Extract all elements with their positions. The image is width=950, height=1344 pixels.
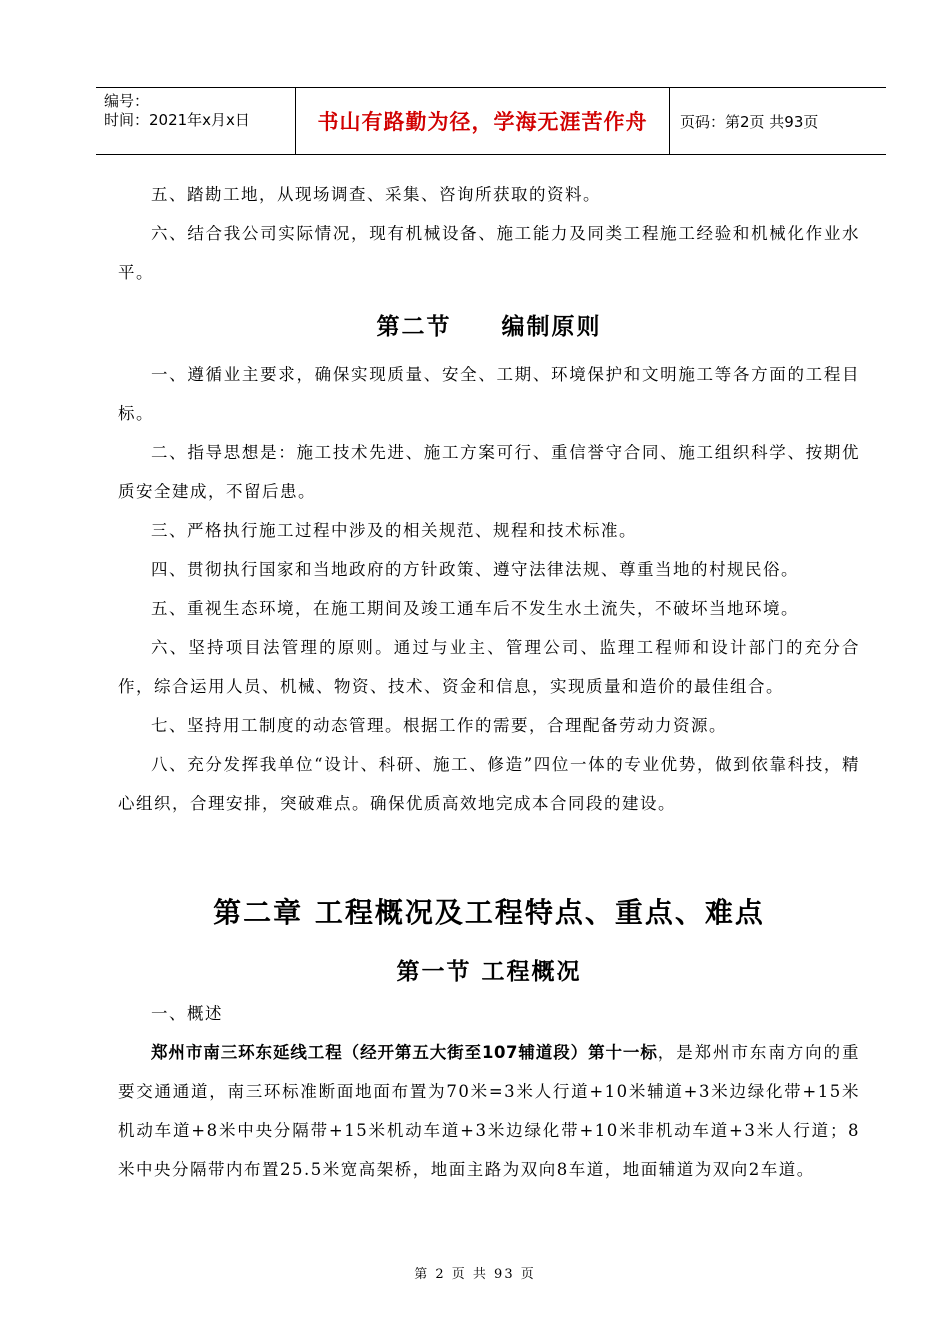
list-item: 六、结合我公司实际情况，现有机械设备、施工能力及同类工程施工经验和机械化作业水平。 — [118, 224, 860, 282]
list-item: 四、贯彻执行国家和当地政府的方针政策、遵守法律法规、尊重当地的村规民俗。 — [151, 560, 799, 579]
document-body — [118, 175, 860, 1189]
list-item: 五、重视生态环境，在施工期间及竣工通车后不发生水土流失，不破坏当地环境。 — [151, 599, 799, 618]
list-item: 五、踏勘工地，从现场调查、采集、咨询所获取的资料。 — [151, 185, 601, 204]
list-item: 八、充分发挥我单位“设计、科研、施工、修造”四位一体的专业优势，做到依靠科技，精心组织，合理安排，突破难点。确保优质高效地完成本合同段的建设。 — [118, 755, 860, 813]
list-item: 二、指导思想是：施工技术先进、施工方案可行、重信誉守合同、施工组织科学、按期优质安全建成，不留后患。 — [118, 443, 860, 501]
overview-text: ，是郑州市东南方向的重要交通通道，南三环标准断面地面布置为70米=3米人行道+10米辅道+3米边绿化带+15米机动车道+8米中央分隔带+15米机动车道+3米边绿化带+10米非机动车道+3米人行道；8米中央分隔带内布置25.5米宽高架桥，地面主路为双向8车道，地面辅道为双向2车道。 — [118, 1043, 861, 1179]
list-item: 七、坚持用工制度的动态管理。根据工作的需要，合理配备劳动力资源。 — [151, 716, 727, 735]
header-motto: 书山有路勤为径，学海无涯苦作舟 — [296, 88, 670, 154]
list-item: 三、严格执行施工过程中涉及的相关规范、规程和技术标准。 — [151, 521, 637, 540]
overview-paragraph — [118, 1033, 860, 1189]
section-title: 第一节 工程概况 — [396, 959, 582, 985]
list-item: 一、遵循业主要求，确保实现质量、安全、工期、环境保护和文明施工等各方面的工程目标。 — [118, 365, 860, 423]
document-number-label: 编号： — [104, 92, 150, 110]
list-item: 六、坚持项目法管理的原则。通过与业主、管理公司、监理工程师和设计部门的充分合作，综合运用人员、机械、物资、技术、资金和信息，实现质量和造价的最佳组合。 — [118, 638, 860, 696]
project-name: 郑州市南三环东延线工程（经开第五大街至107辅道段）第十一标 — [151, 1043, 658, 1062]
section-title: 第二节 编制原则 — [376, 314, 602, 340]
page-footer: 第 2 页 共 93 页 — [414, 1267, 536, 1282]
header-meta — [96, 88, 296, 154]
chapter-title: 第二章 工程概况及工程特点、重点、难点 — [213, 896, 765, 929]
document-time: 时间：2021年x月x日 — [104, 111, 250, 129]
page-header — [96, 87, 886, 155]
header-page-info: 页码：第2页 共93页 — [680, 112, 819, 131]
subheading: 一、概述 — [151, 1004, 223, 1023]
